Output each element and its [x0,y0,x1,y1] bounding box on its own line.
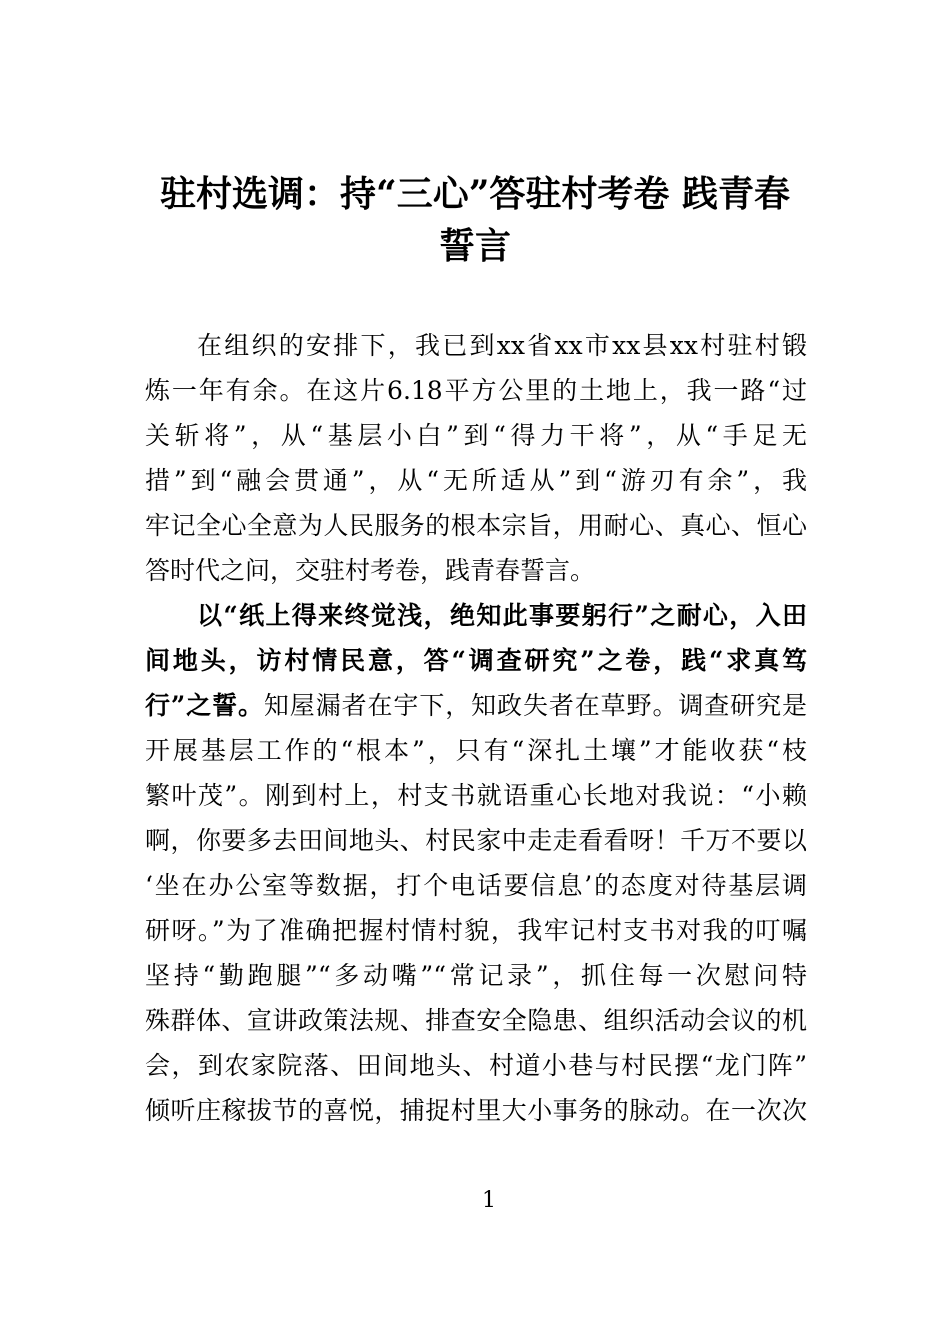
paragraph-2 [145,593,807,1133]
paragraph-1 [145,323,807,593]
text-line: 倾听庄稼拔节的喜悦，捕捉村里大小事务的脉动。在一次次 [145,1096,807,1125]
document-title [140,168,810,272]
bold-segment: 行”之誓。 [145,691,264,720]
text-line: 开展基层工作的“根本”，只有“深扎土壤”才能收获“枝 [145,736,807,765]
text-line: 研呀。”为了准确把握村情村貌，我牢记村支书对我的叮嘱 [145,916,807,945]
text-line: 坚持“勤跑腿”“多动嘴”“常记录”，抓住每一次慰问特 [145,961,807,990]
text-line: 牢记全心全意为人民服务的根本宗旨，用耐心、真心、恒心 [145,511,807,540]
text-line: 啊，你要多去田间地头、村民家中走走看看呀！千万不要以 [145,826,807,855]
title-line-2: 誓言 [438,225,511,267]
title-line-1: 驻村选调：持“三心”答驻村考卷 践青春 [160,173,790,215]
text-segment: 知屋漏者在宇下，知政失者在草野。调查研究是 [263,691,807,720]
text-line [145,683,807,728]
text-line: 在组织的安排下，我已到xx省xx市xx县xx村驻村锻 [197,331,807,360]
text-line: 关斩将”，从“基层小白”到“得力干将”，从“手足无 [145,421,807,450]
document-body [145,323,807,1133]
text-line: 答时代之问，交驻村考卷，践青春誓言。 [145,556,596,585]
text-line: 措”到“融会贯通”，从“无所适从”到“游刃有余”，我 [145,466,807,495]
text-line: 会，到农家院落、田间地头、村道小巷与村民摆“龙门阵” [145,1051,807,1080]
text-line: 殊群体、宣讲政策法规、排查安全隐患、组织活动会议的机 [145,1006,807,1035]
bold-text-line: 以“纸上得来终觉浅，绝知此事要躬行”之耐心，入田 [197,601,807,630]
text-line: 炼一年有余。在这片6.18平方公里的土地上，我一路“过 [145,376,807,405]
page-number: 1 [482,1188,496,1213]
text-line: 繁叶茂”。刚到村上，村支书就语重心长地对我说：“小赖 [145,781,807,810]
bold-text-line: 间地头，访村情民意，答“调查研究”之卷，践“求真笃 [145,646,807,675]
text-line: ‘坐在办公室等数据，打个电话要信息’的态度对待基层调 [145,871,807,900]
